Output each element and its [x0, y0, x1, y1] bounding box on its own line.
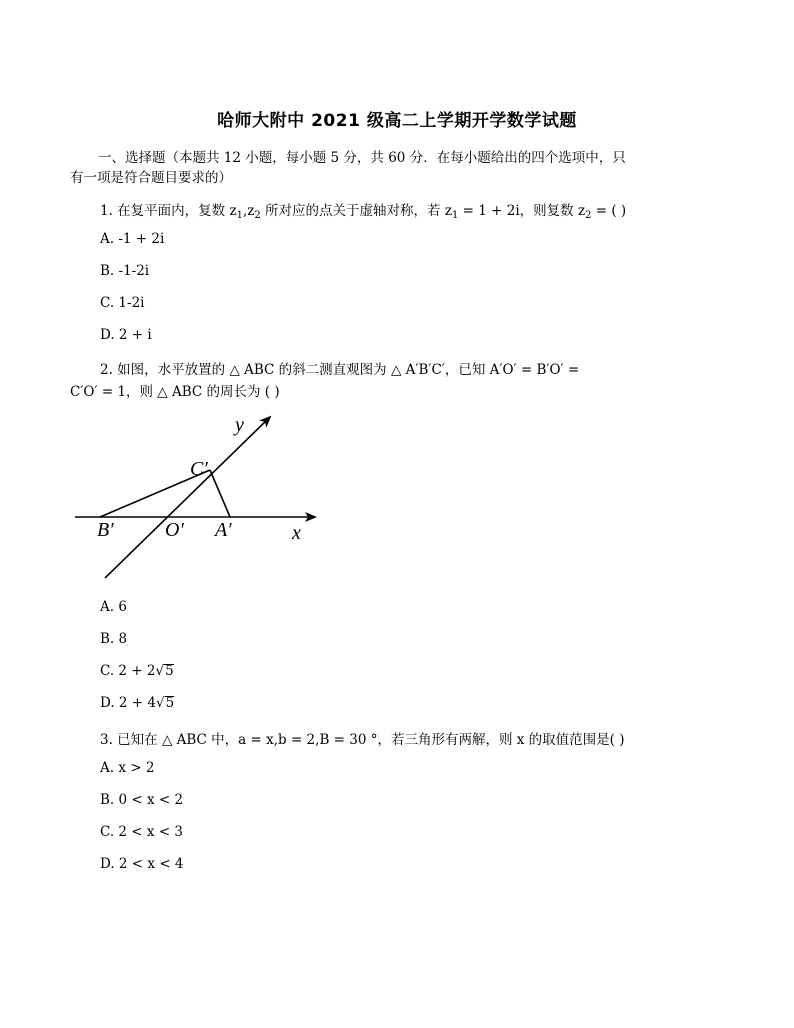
- question-2-stem-line2: C′O′ = 1，则 △ ABC 的周长为 ( ): [70, 384, 280, 400]
- q2-option-a[interactable]: A. 6: [100, 599, 127, 615]
- q2-option-d-text: D. 2 + 4: [100, 695, 156, 711]
- label-y: y: [235, 414, 244, 436]
- q1-var: z: [444, 203, 452, 219]
- q2-option-c-text: C. 2 + 2: [100, 663, 156, 679]
- question-3-stem: 3. 已知在 △ ABC 中，a = x,b = 2,B = 30 °，若三角形有两解，则 x 的取值范围是( ): [100, 732, 625, 748]
- q1-stem-part: = 1 + 2i，则复数: [458, 203, 578, 219]
- q1-stem-part: 1. 在复平面内，复数: [100, 203, 230, 219]
- q2-option-b[interactable]: B. 8: [100, 631, 128, 647]
- q1-var: z: [229, 203, 237, 219]
- q3-option-a[interactable]: A. x > 2: [100, 760, 155, 776]
- oblique-projection-figure: [60, 405, 330, 590]
- q1-option-a[interactable]: A. -1 + 2i: [100, 231, 165, 247]
- q2-option-c[interactable]: [100, 663, 174, 679]
- q1-option-d[interactable]: D. 2 + i: [100, 327, 152, 343]
- q1-subscript: 1: [451, 210, 459, 221]
- q1-option-b[interactable]: B. -1-2i: [100, 263, 150, 279]
- q1-stem-part: 所对应的点关于虚轴对称，若: [260, 203, 445, 219]
- radical-sign: √: [155, 663, 165, 679]
- q1-subscript: 2: [585, 210, 592, 221]
- page-title: 哈师大附中 2021 级高二上学期开学数学试题: [217, 111, 577, 131]
- q1-stem-part: = ( ): [591, 203, 627, 219]
- question-2-stem-line1: 2. 如图，水平放置的 △ ABC 的斜二测直观图为 △ A′B′C′，已知 A′O′ = B′O′ =: [100, 362, 580, 378]
- q1-var: z: [247, 203, 255, 219]
- q1-option-c[interactable]: C. 1-2i: [100, 295, 145, 311]
- y-axis-line: [105, 417, 270, 578]
- label-x: x: [292, 522, 301, 544]
- label-a-prime: A′: [215, 519, 232, 541]
- question-1-stem: [100, 199, 626, 221]
- q1-subscript: 1: [236, 210, 243, 221]
- q2-option-d-radicand: 5: [165, 695, 175, 711]
- section-heading-line2: 有一项是符合题目要求的）: [70, 170, 232, 186]
- q3-option-d[interactable]: D. 2 < x < 4: [100, 856, 184, 872]
- q2-option-c-radicand: 5: [165, 663, 174, 679]
- segment-c-a: [210, 470, 230, 517]
- q1-var: z: [577, 203, 586, 219]
- radical-sign: √: [156, 695, 165, 711]
- q1-comma: ,: [242, 203, 248, 219]
- q3-option-b[interactable]: B. 0 < x < 2: [100, 792, 184, 808]
- label-b-prime: B′: [97, 519, 114, 541]
- label-o-prime: O′: [165, 519, 184, 541]
- q2-option-d[interactable]: [100, 695, 174, 711]
- q1-subscript: 2: [254, 210, 261, 221]
- q3-option-c[interactable]: C. 2 < x < 3: [100, 824, 184, 840]
- label-c-prime: C′: [190, 458, 208, 480]
- section-heading-line1: 一、选择题（本题共 12 小题，每小题 5 分，共 60 分．在每小题给出的四个选项中，只: [98, 150, 626, 166]
